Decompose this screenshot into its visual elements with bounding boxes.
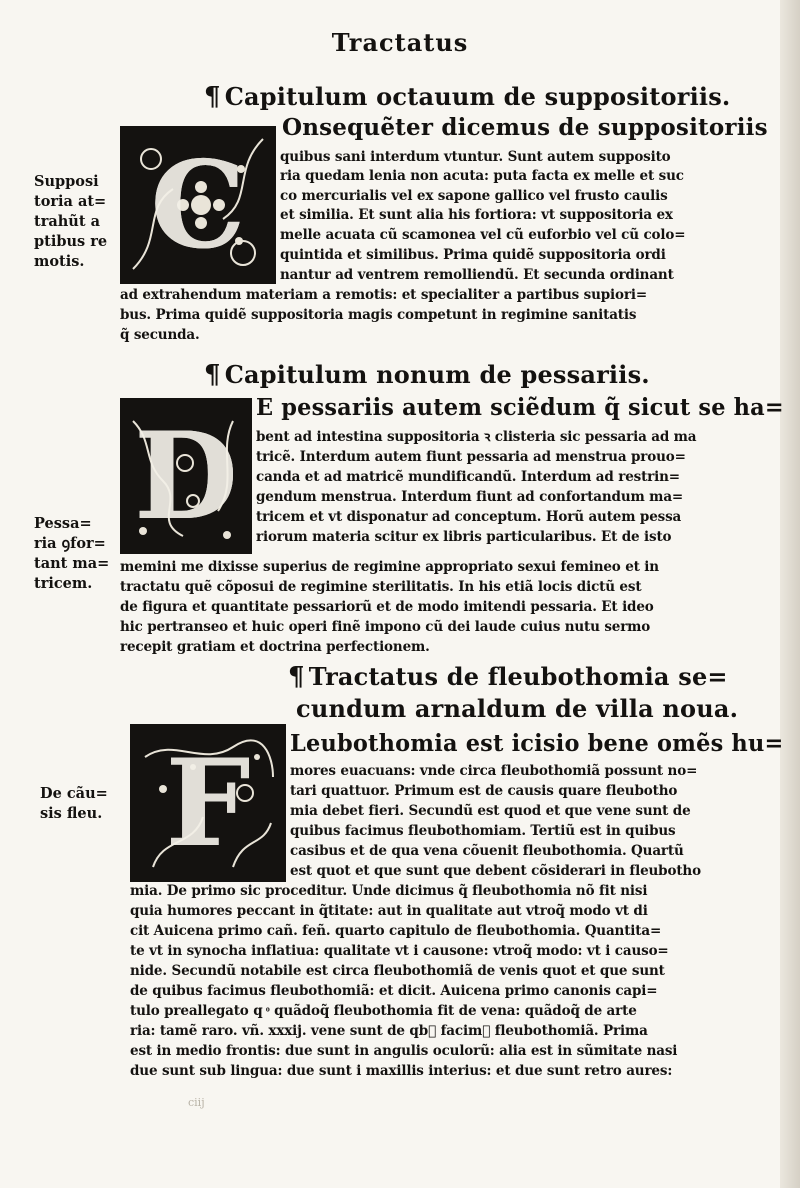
text-line: tricem et vt disponatur ad conceptum. Horũ autem pessa <box>256 509 682 525</box>
text-line: mia debet fieri. Secundũ est quod et que vene sunt de <box>290 803 691 819</box>
chapter-heading-1 <box>204 82 730 112</box>
chapter-heading-text: Capitulum octauum de suppositoriis. <box>224 82 731 111</box>
margin-note-line: toria at= <box>34 193 107 210</box>
text-line: casibus et de qua vena cõuenit fleubothomia. Quartũ <box>290 843 684 859</box>
margin-note-line: motis. <box>34 253 85 270</box>
decorated-initial-d <box>120 398 252 554</box>
decorated-initial-f <box>130 724 286 882</box>
running-head: Tractatus <box>331 28 469 57</box>
treatise-heading-line-2: cundum arnaldum de villa noua. <box>296 694 739 723</box>
lead-line-3: Leubothomia est icisio bene omẽs hu= <box>290 730 784 757</box>
text-line: q̃ secunda. <box>120 327 200 343</box>
text-line: ria: tamẽ raro. vñ. xxxij. vene sunt de qb᷒ facim᷒ fleubothomiã. Prima <box>130 1023 648 1039</box>
chapter-heading-text: Capitulum nonum de pessariis. <box>224 360 650 389</box>
pilcrow-icon: ¶ <box>204 82 221 112</box>
margin-note-line: tant ma= <box>34 555 110 572</box>
text-line: quia humores peccant in q̃titate: aut in qualitate aut vtroq̃ modo vt di <box>130 903 648 919</box>
chapter-heading-2 <box>204 360 650 390</box>
lead-line-1: Onsequẽter dicemus de suppositoriis <box>282 114 768 141</box>
text-line: due sunt sub lingua: due sunt i maxillis interius: et due sunt retro aures: <box>130 1063 673 1079</box>
text-line: tari quattuor. Primum est de causis quare fleubotho <box>290 783 678 799</box>
text-line: riorum materia scitur ex libris particularibus. Et de isto <box>256 529 672 545</box>
margin-note-3 <box>40 784 108 824</box>
text-line: hic pertranseo et huic operi finẽ impono cũ dei laude cuius nutu sermo <box>120 619 651 635</box>
text-line: melle acuata cũ scamonea vel cũ euforbio vel cũ colo= <box>280 227 686 243</box>
text-line: tricẽ. Interdum autem fiunt pessaria ad menstrua prouo= <box>256 449 686 465</box>
margin-note-1 <box>34 172 107 272</box>
initial-letter: D <box>133 405 239 547</box>
margin-note-2 <box>34 514 109 594</box>
text-line: et similia. Et sunt alia his fortiora: vt suppositoria ex <box>280 207 673 223</box>
margin-note-line: Pessa= <box>34 515 92 532</box>
lead-line-2: E pessariis autem sciẽdum q̃ sicut se ha= <box>256 394 784 421</box>
margin-note-line: De cãu= <box>40 785 108 802</box>
text-line: gendum menstrua. Interdum fiunt ad confortandum ma= <box>256 489 684 505</box>
text-line: quintida et similibus. Prima quidẽ suppositoria ordi <box>280 247 666 263</box>
text-line: cit Auicena primo cañ. feñ. quarto capitulo de fleubothomia. Quantita= <box>130 923 662 939</box>
text-line: est in medio frontis: due sunt in angulis oculorũ: alia est in sũmitate nasi <box>130 1043 678 1059</box>
page-edge-shadow <box>780 0 800 1188</box>
margin-note-line: Supposi <box>34 173 99 190</box>
text-line: recepit gratiam et doctrina perfectionem. <box>120 639 430 655</box>
text-line: mia. De primo sic proceditur. Unde dicimus q̃ fleubothomia nõ fit nisi <box>130 883 648 899</box>
text-line: quibus sani interdum vtuntur. Sunt autem supposito <box>280 149 671 165</box>
margin-note-line: tricem. <box>34 575 93 592</box>
text-line: te vt in synocha inflatiua: qualitate vt i causone: vtroq̃ modo: vt i causo= <box>130 943 669 959</box>
text-line: memini me dixisse superius de regimine appropriato sexui femineo et in <box>120 559 659 575</box>
margin-note-line: sis fleu. <box>40 805 103 822</box>
margin-note-line: ptibus re <box>34 233 108 250</box>
initial-letter: F <box>165 732 251 874</box>
text-line: de quibus facimus fleubothomiã: et dicit. Auicena primo canonis capi= <box>130 983 658 999</box>
text-line: tulo preallegato q ͦ quãdoq̃ fleubothomia fit de vena: quãdoq̃ de arte <box>130 1003 637 1019</box>
pilcrow-icon: ¶ <box>288 662 305 692</box>
text-line: nide. Secundũ notabile est circa fleubothomiã de venis quot et que sunt <box>130 963 665 979</box>
text-line: canda et ad matricẽ mundificandũ. Interdum ad restrin= <box>256 469 680 485</box>
text-line: tractatu quẽ cõposui de regimine sterilitatis. In his etiã locis dictũ est <box>120 579 642 595</box>
treatise-heading-text: Tractatus de fleubothomia se= <box>308 662 728 691</box>
text-line: mores euacuans: vnde circa fleubothomiã possunt no= <box>290 763 698 779</box>
signature-mark: ciij <box>188 1096 205 1109</box>
text-line: nantur ad ventrem remolliendũ. Et secunda ordinant <box>280 267 674 283</box>
text-line: co mercurialis vel ex sapone gallico vel frusto caulis <box>280 188 668 204</box>
margin-note-line: ria ꝯfor= <box>34 535 106 552</box>
treatise-heading <box>288 662 728 692</box>
text-line: bus. Prima quidẽ suppositoria magis competunt in regimine sanitatis <box>120 307 637 323</box>
text-line: ad extrahendum materiam a remotis: et specialiter a partibus supiori= <box>120 287 647 303</box>
text-line: bent ad intestina suppositoria ꝛ clisteria sic pessaria ad ma <box>256 429 697 445</box>
text-line: ria quedam lenia non acuta: puta facta ex melle et suc <box>280 168 684 184</box>
text-line: de figura et quantitate pessariorũ et de modo imitendi pessaria. Et ideo <box>120 599 654 615</box>
initial-letter: C <box>150 134 246 276</box>
pilcrow-icon: ¶ <box>204 360 221 390</box>
margin-note-line: trahũt a <box>34 213 100 230</box>
text-line: est quot et que sunt que debent cõsiderari in fleubotho <box>290 863 701 879</box>
text-line: quibus facimus fleubothomiam. Tertiũ est in quibus <box>290 823 676 839</box>
decorated-initial-c <box>120 126 276 284</box>
